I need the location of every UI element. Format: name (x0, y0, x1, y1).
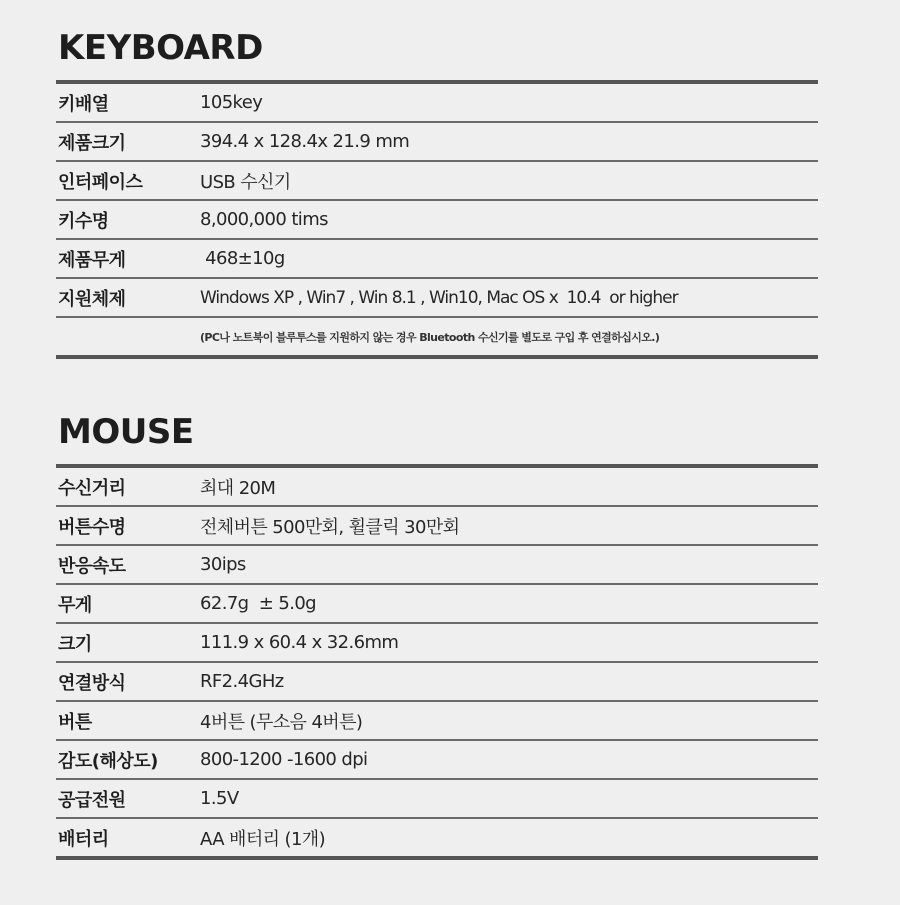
spec-label-power: 공급전원 (58, 789, 126, 811)
table-row (56, 546, 818, 585)
bluetooth-note: (PC나 노트북이 블루투스를 지원하지 않는 경우 Bluetooth 수신기를 별도로 구입 후 연결하십시오.) (200, 330, 660, 344)
spec-value-weight: 62.7g ± 5.0g (200, 593, 317, 614)
table-row (56, 624, 818, 663)
table-row (56, 468, 818, 507)
spec-value-sensitivity: 800-1200 -1600 dpi (200, 749, 368, 770)
spec-value-supported-os: Windows XP , Win7 , Win 8.1 , Win10, Mac OS x 10.4 or higher (200, 287, 678, 308)
table-row (56, 585, 818, 624)
table-row (56, 663, 818, 702)
table-row (56, 162, 818, 201)
spec-label-sensitivity: 감도(해상도) (58, 750, 158, 772)
spec-value-key-lifespan: 8,000,000 tims (200, 209, 328, 230)
spec-value-interface: USB 수신기 (200, 171, 291, 193)
spec-label-buttons: 버튼 (58, 711, 92, 733)
table-row (56, 741, 818, 780)
spec-label-response-speed: 반응속도 (58, 555, 126, 577)
table-row (56, 819, 818, 858)
keyboard-spec-table (56, 84, 818, 357)
table-row (56, 507, 818, 546)
spec-value-range: 최대 20M (200, 477, 276, 499)
spec-label-supported-os: 지원체제 (58, 288, 126, 310)
spec-label-button-lifespan: 버튼수명 (58, 516, 126, 538)
table-row (56, 84, 818, 123)
keyboard-section-title: KEYBOARD (58, 28, 263, 68)
table-row (56, 201, 818, 240)
mouse-spec-table (56, 468, 818, 858)
table-row (56, 279, 818, 318)
table-row (56, 318, 818, 357)
spec-label-interface: 인터페이스 (58, 171, 143, 193)
table-row (56, 780, 818, 819)
spec-value-product-size: 394.4 x 128.4x 21.9 mm (200, 131, 410, 152)
spec-value-size: 111.9 x 60.4 x 32.6mm (200, 632, 399, 653)
spec-label-key-layout: 키배열 (58, 93, 109, 115)
spec-value-button-lifespan: 전체버튼 500만회, 휠클릭 30만회 (200, 516, 460, 538)
table-row (56, 702, 818, 741)
spec-label-battery: 배터리 (58, 828, 109, 850)
keyboard-end-divider (56, 355, 818, 359)
mouse-spec-section (56, 412, 818, 860)
spec-label-weight: 무게 (58, 594, 92, 616)
mouse-end-divider (56, 856, 818, 860)
spec-label-size: 크기 (58, 633, 92, 655)
keyboard-spec-section (56, 28, 818, 359)
spec-value-battery: AA 배터리 (1개) (200, 828, 326, 850)
spec-label-range: 수신거리 (58, 477, 126, 499)
spec-label-connection: 연결방식 (58, 672, 126, 694)
spec-value-response-speed: 30ips (200, 554, 246, 575)
table-row (56, 240, 818, 279)
spec-label-product-size: 제품크기 (58, 132, 126, 154)
mouse-section-title: MOUSE (58, 412, 194, 452)
spec-value-buttons: 4버튼 (무소음 4버튼) (200, 711, 363, 733)
spec-label-product-weight: 제품무게 (58, 249, 126, 271)
spec-value-power: 1.5V (200, 788, 239, 809)
spec-value-key-layout: 105key (200, 92, 263, 113)
spec-value-product-weight: 468±10g (200, 248, 285, 269)
spec-value-connection: RF2.4GHz (200, 671, 284, 692)
table-row (56, 123, 818, 162)
spec-label-key-lifespan: 키수명 (58, 210, 109, 232)
